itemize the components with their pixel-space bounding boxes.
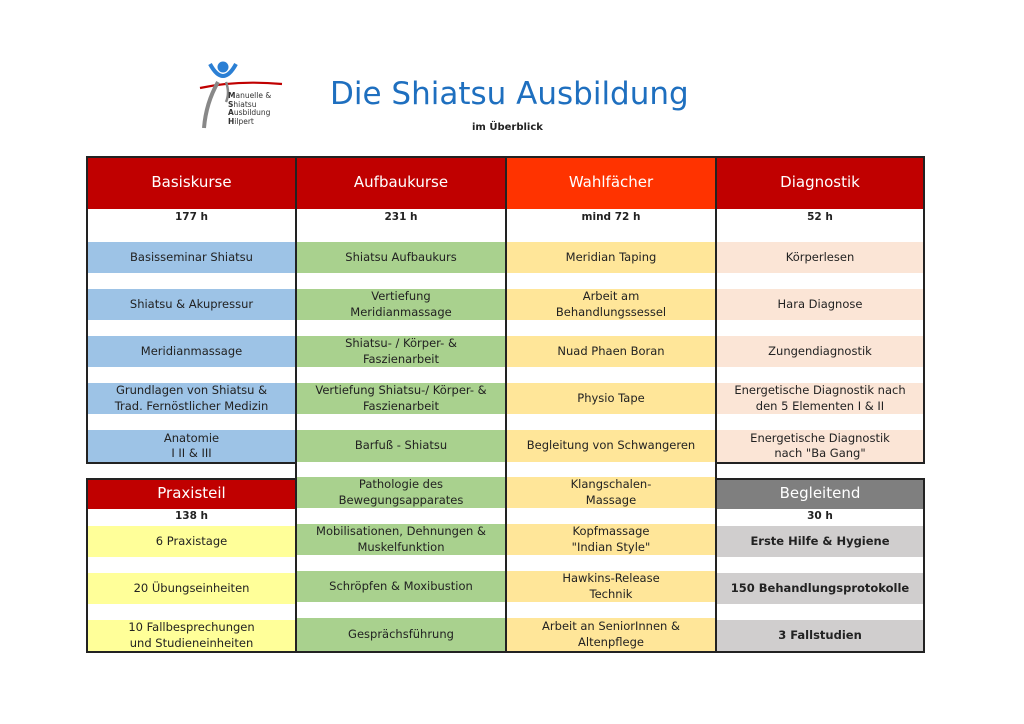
- page-subtitle: im Überblick: [472, 122, 543, 133]
- hours-wahlfaecher: mind 72 h: [581, 211, 641, 224]
- praxis-item-1: 6 Praxistage: [87, 526, 296, 557]
- header-begleitend: Begleitend: [716, 479, 924, 509]
- logo-text: Manuelle & Shiatsu Ausbildung Hilpert: [228, 91, 272, 126]
- diag-item-5: Energetische Diagnostik nach "Ba Gang": [716, 430, 924, 462]
- praxis-item-3: 10 Fallbesprechungen und Studieneinheiten: [87, 620, 296, 651]
- wahl-item-3: Nuad Phaen Boran: [506, 336, 716, 367]
- aufbau-item-4: Vertiefung Shiatsu-/ Körper- & Faszienarbeit: [296, 383, 506, 414]
- begleit-item-2: 150 Behandlungsprotokolle: [716, 573, 924, 604]
- aufbau-item-1: Shiatsu Aufbaukurs: [296, 242, 506, 273]
- diag-item-2: Hara Diagnose: [716, 289, 924, 320]
- wahl-item-7: Kopfmassage "Indian Style": [506, 524, 716, 555]
- wahl-item-9: Arbeit an SeniorInnen & Altenpflege: [506, 618, 716, 651]
- wahl-item-8: Hawkins-Release Technik: [506, 571, 716, 602]
- header-praxisteil: Praxisteil: [87, 479, 296, 509]
- basis-item-3: Meridianmassage: [87, 336, 296, 367]
- basis-item-5: Anatomie I II & III: [87, 430, 296, 462]
- begleit-item-3: 3 Fallstudien: [716, 620, 924, 651]
- begleit-item-1: Erste Hilfe & Hygiene: [716, 526, 924, 557]
- page-title: Die Shiatsu Ausbildung: [330, 76, 689, 112]
- wahl-item-4: Physio Tape: [506, 383, 716, 414]
- diag-item-4: Energetische Diagnostik nach den 5 Elementen I & II: [716, 383, 924, 414]
- basis-item-4: Grundlagen von Shiatsu & Trad. Fernöstlicher Medizin: [87, 383, 296, 414]
- hours-basiskurse: 177 h: [174, 211, 209, 224]
- hours-begleitend: 30 h: [807, 510, 833, 523]
- aufbau-item-2: Vertiefung Meridianmassage: [296, 289, 506, 320]
- wahl-item-1: Meridian Taping: [506, 242, 716, 273]
- praxis-item-2: 20 Übungseinheiten: [87, 573, 296, 604]
- diag-item-3: Zungendiagnostik: [716, 336, 924, 367]
- aufbau-item-9: Gesprächsführung: [296, 618, 506, 651]
- header-diagnostik: Diagnostik: [716, 157, 924, 209]
- basis-item-1: Basisseminar Shiatsu: [87, 242, 296, 273]
- hours-praxisteil: 138 h: [174, 510, 209, 523]
- hours-aufbaukurse: 231 h: [384, 211, 418, 224]
- aufbau-item-6: Pathologie des Bewegungsapparates: [296, 477, 506, 508]
- aufbau-item-3: Shiatsu- / Körper- & Faszienarbeit: [296, 336, 506, 367]
- wahl-item-6: Klangschalen- Massage: [506, 477, 716, 508]
- hours-diagnostik: 52 h: [807, 211, 833, 224]
- header-wahlfaecher: Wahlfächer: [506, 157, 716, 209]
- wahl-item-2: Arbeit am Behandlungssessel: [506, 289, 716, 320]
- header-aufbaukurse: Aufbaukurse: [296, 157, 506, 209]
- aufbau-item-7: Mobilisationen, Dehnungen & Muskelfunktion: [296, 524, 506, 555]
- basis-item-2: Shiatsu & Akupressur: [87, 289, 296, 320]
- diag-item-1: Körperlesen: [716, 242, 924, 273]
- wahl-item-5: Begleitung von Schwangeren: [506, 430, 716, 462]
- aufbau-item-5: Barfuß - Shiatsu: [296, 430, 506, 462]
- aufbau-item-8: Schröpfen & Moxibustion: [296, 571, 506, 602]
- header-basiskurse: Basiskurse: [87, 157, 296, 209]
